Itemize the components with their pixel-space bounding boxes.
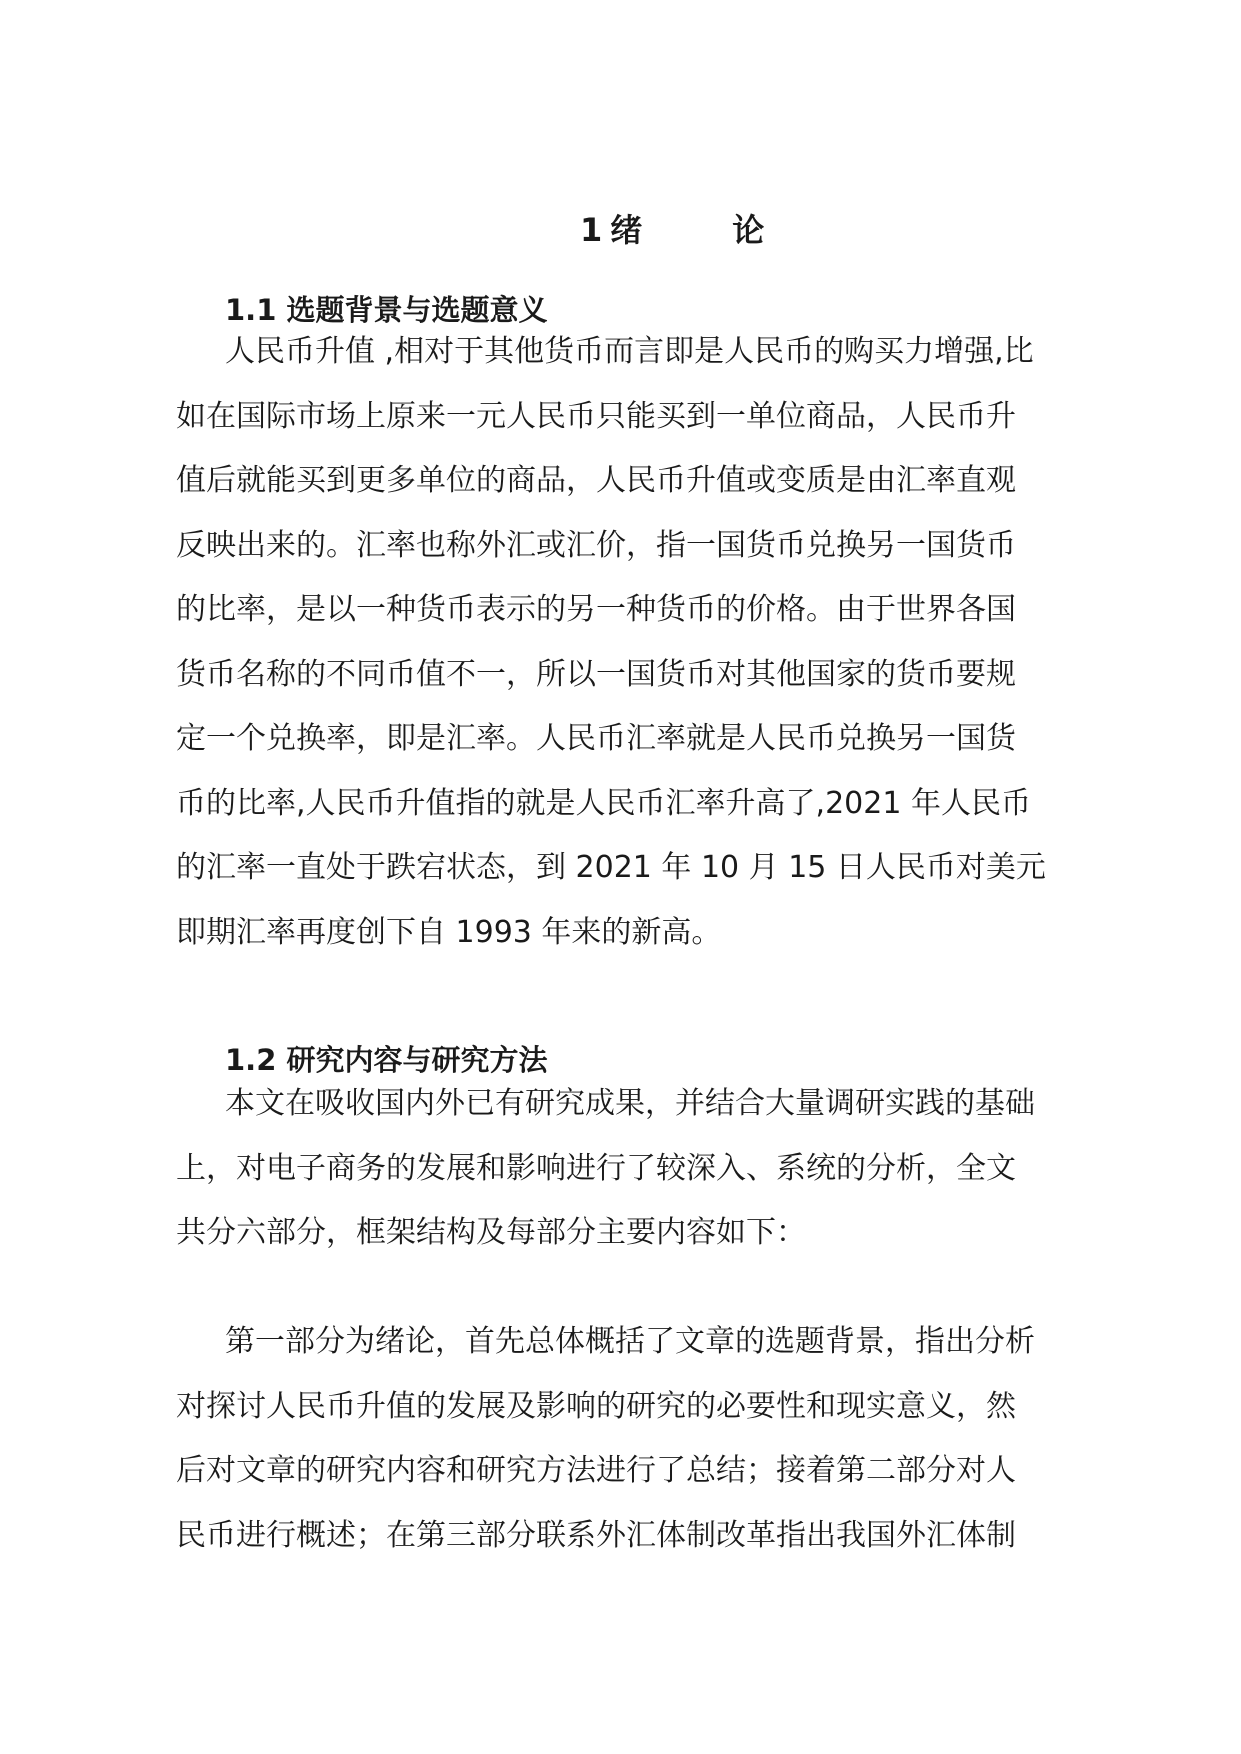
chapter-number: 1 bbox=[580, 211, 603, 249]
paragraph-line: 定一个兑换率，即是汇率。人民币汇率就是人民币兑换另一国货 bbox=[176, 721, 1016, 756]
paragraph-line: 值后就能买到更多单位的商品，人民币升值或变质是由汇率直观 bbox=[176, 463, 1016, 498]
paragraph-line: 上，对电子商务的发展和影响进行了较深入、系统的分析，全文 bbox=[176, 1150, 1016, 1186]
paragraph-line: 即期汇率再度创下自 1993 年来的新高。 bbox=[176, 914, 722, 950]
paragraph-1-2-2 bbox=[176, 1310, 1116, 1568]
paragraph-line: 对探讨人民币升值的发展及影响的研究的必要性和现实意义，然 bbox=[176, 1388, 1016, 1424]
paragraph-line: 货币名称的不同币值不一，所以一国货币对其他国家的货币要规 bbox=[176, 656, 1016, 692]
chapter-title-part1: 绪 bbox=[610, 211, 643, 249]
paragraph-line: 的比率，是以一种货币表示的另一种货币的价格。由于世界各国 bbox=[176, 592, 1016, 627]
paragraph-line: 的汇率一直处于跌宕状态，到 2021 年 10 月 15 日人民币对美元 bbox=[176, 850, 1046, 885]
paragraph-line: 后对文章的研究内容和研究方法进行了总结；接着第二部分对人 bbox=[176, 1453, 1016, 1488]
paragraph-line: 人民币升值 ,相对于其他货币而言即是人民币的购买力增强,比 bbox=[225, 334, 1034, 369]
paragraph-line: 本文在吸收国内外已有研究成果，并结合大量调研实践的基础 bbox=[225, 1086, 1035, 1121]
section-heading-1-2: 1.2 研究内容与研究方法 bbox=[225, 1043, 548, 1077]
paragraph-line: 反映出来的。汇率也称外汇或汇价，指一国货币兑换另一国货币 bbox=[176, 527, 1016, 563]
paragraph-line: 币的比率,人民币升值指的就是人民币汇率升高了,2021 年人民币 bbox=[176, 785, 1031, 821]
chapter-title bbox=[580, 205, 780, 251]
paragraph-line: 第一部分为绪论，首先总体概括了文章的选题背景，指出分析 bbox=[225, 1324, 1035, 1359]
paragraph-line: 民币进行概述；在第三部分联系外汇体制改革指出我国外汇体制 bbox=[176, 1517, 1016, 1553]
chapter-title-part2: 论 bbox=[732, 211, 765, 249]
paragraph-1-2-1 bbox=[176, 1072, 1116, 1266]
paragraph-line: 共分六部分，框架结构及每部分主要内容如下： bbox=[176, 1215, 806, 1250]
section-heading-1-1: 1.1 选题背景与选题意义 bbox=[225, 293, 548, 327]
paragraph-1-1-1 bbox=[176, 320, 1116, 965]
paragraph-line: 如在国际市场上原来一元人民币只能买到一单位商品，人民币升 bbox=[176, 398, 1016, 434]
